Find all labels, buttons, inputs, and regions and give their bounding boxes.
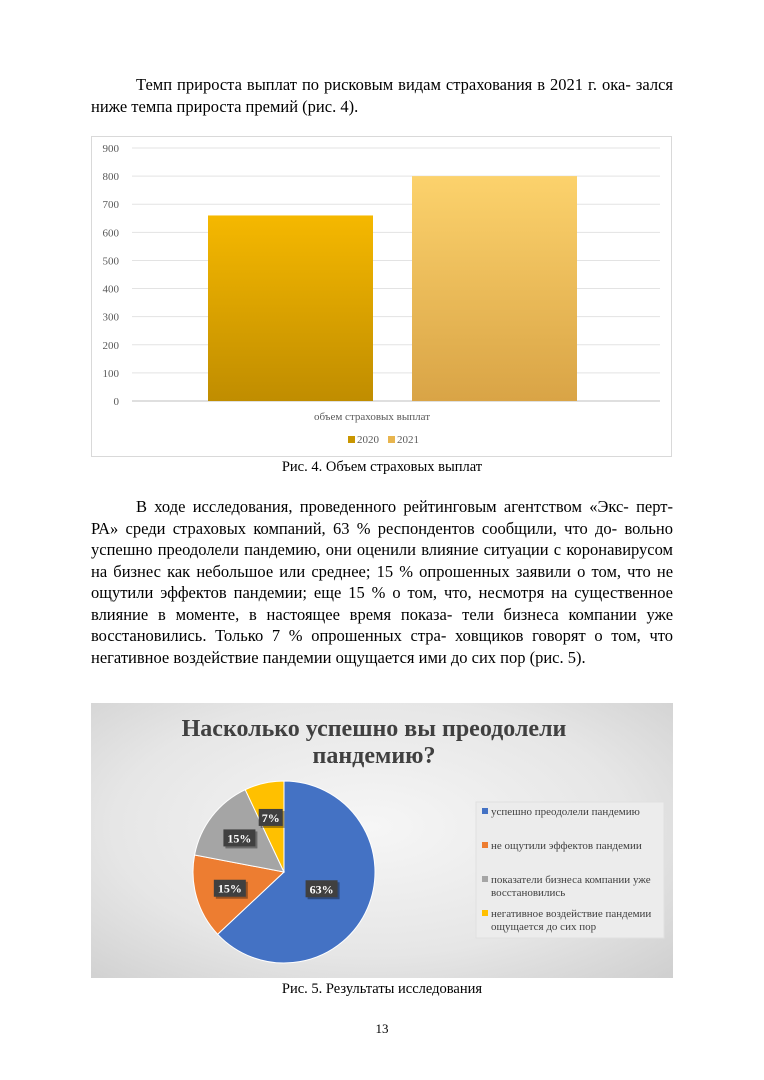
paragraph-intro-line1: Темп прироста выплат по рисковым видам страхования в 2021 г. ока-: [136, 75, 631, 94]
paragraph-intro: [91, 74, 673, 117]
y-tick-label: 700: [102, 199, 119, 212]
y-tick-label: 300: [102, 311, 119, 324]
paragraph-research-line: тели бизнеса компании уже восстановились. Только 7 % опрошенных стра-: [91, 604, 674, 645]
paragraph-research-line: ховщиков говорят о том, что негативное воздействие пандемии ощущается: [91, 626, 674, 667]
data-label: 63%: [309, 882, 334, 897]
y-tick-label: 900: [102, 143, 119, 155]
y-tick-label: 200: [102, 339, 119, 352]
data-label: 15%: [227, 831, 252, 846]
figure4-caption: Рис. 4. Объем страховых выплат: [281, 459, 483, 475]
paragraph-research-line: с коронавирусом на бизнес как небольшое или среднее; 15 % опрошенных: [91, 540, 674, 581]
y-tick-label: 500: [102, 255, 119, 268]
y-tick-label: 400: [102, 283, 119, 296]
paragraph-research-line: заявили о том, что не ощутили эффектов пандемии; еще 15 % о том, что,: [91, 561, 674, 602]
paragraph-research-line: В ходе исследования, проведенного рейтинговым агентством «Экс-: [136, 497, 629, 516]
page-number: 13: [375, 1021, 389, 1036]
data-label: 15%: [217, 881, 242, 896]
legend-swatch: [482, 876, 488, 882]
paragraph-research-line: несмотря на существенное влияние в моменте, в настоящее время показа-: [91, 583, 673, 624]
x-category-label: объем страховых выплат: [313, 411, 431, 423]
paragraph-research-line: ими до сих пор (рис. 5).: [418, 647, 586, 667]
pie-chart: [91, 703, 673, 978]
legend-swatch: [482, 808, 488, 814]
bar-2021: [412, 176, 577, 401]
figure5-caption: Рис. 5. Результаты исследования: [281, 981, 483, 997]
legend-label: не ощутили эффектов пандемии: [491, 840, 642, 852]
chart-title: пандемию?: [312, 743, 436, 769]
y-tick-label: 600: [102, 227, 119, 240]
bar-chart-figure: [91, 136, 672, 457]
y-tick-label: 100: [102, 367, 119, 380]
legend-swatch-2021: [388, 436, 395, 443]
paragraph-intro-line2: зался ниже темпа прироста премий (рис. 4).: [91, 75, 674, 116]
y-tick-label: 800: [102, 171, 119, 184]
legend-label: успешно преодолели пандемию: [491, 806, 640, 818]
paragraph-research-line: вольно успешно преодолели пандемию, они оценили влияние ситуации: [91, 518, 674, 559]
legend-label: восстановились: [491, 887, 566, 899]
legend-label-2021: 2021: [397, 434, 419, 446]
legend-label: показатели бизнеса компании уже: [491, 874, 651, 886]
paragraph-research-line: перт-РА» среди страховых компаний, 63 % респондентов сообщили, что до-: [91, 497, 673, 538]
legend-swatch: [482, 842, 488, 848]
y-tick-label: 0: [113, 396, 119, 408]
legend-swatch-2020: [348, 436, 355, 443]
legend-swatch: [482, 910, 488, 916]
pie-chart-figure: [91, 703, 673, 978]
legend-label: негативное воздействие пандемии: [491, 908, 652, 920]
bar-2020: [208, 215, 373, 401]
bar-chart: [92, 137, 673, 458]
legend-label-2020: 2020: [357, 434, 379, 446]
paragraph-research: [91, 496, 673, 668]
data-label: 7%: [261, 810, 280, 825]
legend-label: ощущается до сих пор: [491, 921, 597, 933]
chart-title: Насколько успешно вы преодолели: [181, 716, 567, 742]
